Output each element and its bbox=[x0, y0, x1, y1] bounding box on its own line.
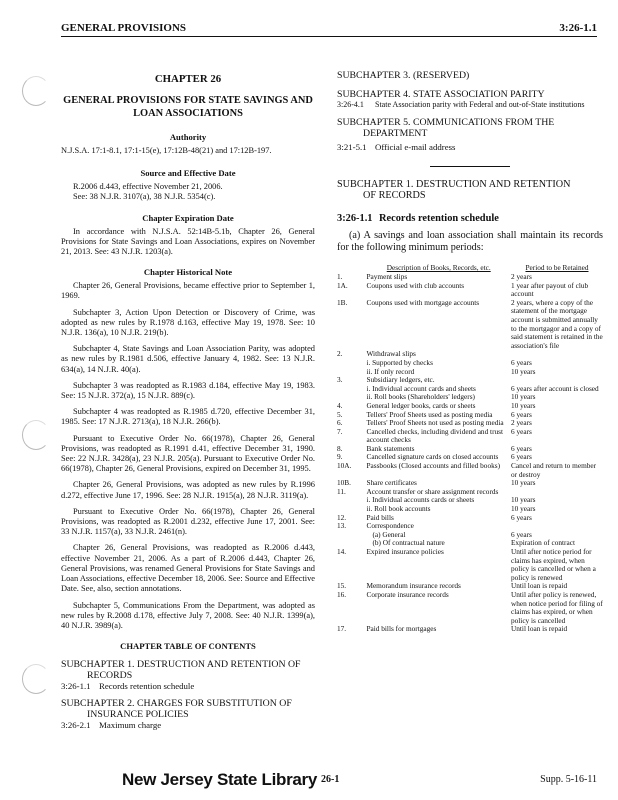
toc-entry-number: 3:21-5.1 bbox=[337, 142, 367, 153]
row-number: 10A. bbox=[337, 461, 352, 471]
library-logo: New Jersey State Library bbox=[122, 770, 318, 789]
source-see: See: 38 N.J.R. 3107(a), 38 N.J.R. 5354(c). bbox=[73, 192, 216, 202]
row-description: Cancelled signature cards on closed accounts bbox=[366, 452, 499, 462]
row-period: 6 years bbox=[510, 357, 532, 367]
row-description: (a) General bbox=[372, 529, 406, 539]
authority-text: N.J.S.A. 17:1-8.1, 17:1-15(e), 17:12B-48(21) and 17:12B-197. bbox=[61, 146, 272, 155]
source-text: R.2006 d.443, effective November 21, 2006. bbox=[73, 182, 223, 192]
expiration-text: In accordance with N.J.S.A. 52:14B-5.1b, Chapter 26, General Provisions for State Savings and Loan Associations, expires on November 21, 2013. See: 43 N.J.R. 1203(a). bbox=[61, 226, 315, 257]
column-header-period: Period to be Retained bbox=[525, 263, 589, 273]
history-paragraph: Subchapter 5, Communications From the Department, was adopted as new rules by R.2008 d.178, effective July 7, 2008. See: 40 N.J.R. 1399(a), 40 N.J.R. 3989(a). bbox=[61, 600, 315, 630]
chapter-title: GENERAL PROVISIONS FOR STATE SAVINGS AND LOAN ASSOCIATIONS bbox=[63, 95, 313, 119]
history-paragraph: Chapter 26, General Provisions, was readopted as R.2006 d.443, effective November 21, 2006. As a part of R.2006 d.443, Chapter 26, General Provisions, was renamed General Provisions for State Savings and Loan Associations, effective December 18, 2006. See: Source and Effective Date. See, also, section annotations. bbox=[61, 543, 315, 594]
toc-subchapter-heading-cont: INSURANCE POLICIES bbox=[87, 709, 189, 721]
toc-entry[interactable] bbox=[337, 100, 603, 109]
toc-entry-title: Official e-mail address bbox=[375, 142, 456, 153]
toc-entry-number: 3:26-4.1 bbox=[337, 100, 364, 109]
row-description: Bank statements bbox=[366, 443, 415, 453]
toc-entry-title: Maximum charge bbox=[99, 720, 162, 731]
row-number: 8. bbox=[337, 443, 343, 453]
row-number: 14. bbox=[337, 547, 347, 556]
toc-entry[interactable] bbox=[61, 681, 315, 691]
row-period: 2 years bbox=[510, 418, 532, 428]
row-number: 12. bbox=[337, 512, 347, 522]
row-period: 6 years bbox=[510, 426, 532, 436]
row-period: 6 years bbox=[510, 529, 532, 539]
punch-hole-mark bbox=[22, 76, 50, 106]
row-description: ii. Roll books (Shareholders' ledgers) bbox=[366, 392, 475, 402]
row-period: Until after notice period for claims has expired, when policy is cancelled or when a policy is renewed bbox=[510, 547, 596, 582]
row-description: Withdrawal slips bbox=[366, 349, 416, 359]
toc-subchapter-heading: SUBCHAPTER 5. COMMUNICATIONS FROM THE bbox=[337, 117, 555, 129]
toc-subchapter-heading: SUBCHAPTER 1. DESTRUCTION AND RETENTION OF bbox=[61, 659, 301, 671]
history-paragraph: Chapter 26, General Provisions, was adopted as new rules by R.1996 d.272, effective June 17, 1996. See: 28 N.J.R. 1915(a), 28 N.J.R. 3119(a). bbox=[61, 480, 315, 500]
row-description: Account transfer or share assignment records bbox=[366, 486, 499, 496]
row-period: 2 years bbox=[510, 272, 532, 281]
row-period: 6 years bbox=[510, 512, 532, 522]
row-number: 17. bbox=[337, 624, 347, 634]
row-period: 1 year after payout of club account bbox=[510, 280, 589, 299]
row-number: 11. bbox=[337, 486, 346, 496]
row-period: 10 years bbox=[510, 495, 536, 505]
source-heading: Source and Effective Date bbox=[140, 168, 236, 179]
row-period: Until loan is repaid bbox=[510, 624, 568, 634]
row-period: 10 years bbox=[510, 478, 536, 488]
history-paragraph: Chapter 26, General Provisions, became effective prior to September 1, 1969. bbox=[61, 281, 315, 301]
row-description: Coupons used with mortgage accounts bbox=[366, 297, 480, 307]
table-row bbox=[337, 462, 603, 479]
row-period: 10 years bbox=[510, 366, 536, 376]
toc-subchapter-heading-cont: RECORDS bbox=[87, 670, 133, 682]
row-description: Memorandum insurance records bbox=[366, 581, 461, 591]
row-number: 1. bbox=[337, 272, 343, 281]
toc-entry[interactable] bbox=[61, 720, 315, 730]
row-number: 15. bbox=[337, 581, 347, 591]
row-period: 6 years after account is closed bbox=[510, 383, 599, 393]
row-description: Passbooks (Closed accounts and filled books) bbox=[366, 461, 501, 471]
row-number bbox=[337, 359, 366, 368]
toc-entry[interactable] bbox=[337, 142, 603, 152]
row-number: 4. bbox=[337, 400, 343, 410]
row-description: Correspondence bbox=[366, 521, 414, 531]
table-row bbox=[337, 282, 603, 299]
section-heading bbox=[337, 213, 603, 224]
row-period: Until after policy is renewed, when notice period for filing of claims has expired, or when policy is cancelled bbox=[510, 589, 603, 625]
row-period: 2 years, where a copy of the statement of the mortgage account is submitted annually to the mortgagor and a copy of said statement is retained in the association's file bbox=[510, 297, 603, 350]
table-row bbox=[337, 625, 603, 634]
row-period: 6 years bbox=[510, 443, 532, 453]
history-paragraph: Pursuant to Executive Order No. 66(1978), Chapter 26, General Provisions, was readopted as R.1991 d.41, effective December 31, 1990. See: 22 N.J.R. 3428(a), 23 N.J.R. 205(a). Pursuant to Executive Order No. 66(1978), Chapter 26, General Provisions, expired on December 31, 1995. bbox=[61, 433, 315, 474]
history-heading: Chapter Historical Note bbox=[143, 267, 233, 278]
supplement-date: Supp. 5-16-11 bbox=[540, 774, 597, 785]
row-description: Subsidiary ledgers, etc. bbox=[366, 375, 435, 385]
row-number: 16. bbox=[337, 589, 347, 599]
section-number: 3:26-1.1 bbox=[337, 213, 373, 225]
table-row bbox=[337, 428, 603, 445]
running-header bbox=[61, 22, 597, 37]
chapter-label: CHAPTER 26 bbox=[154, 73, 222, 85]
left-column bbox=[61, 70, 315, 730]
section-title: Records retention schedule bbox=[379, 213, 499, 225]
row-description: (b) Of contractual nature bbox=[372, 538, 445, 548]
row-period: Expiration of contract bbox=[510, 538, 575, 548]
row-period: 10 years bbox=[510, 400, 536, 410]
row-number: 13. bbox=[337, 521, 347, 531]
row-description: i. Individual account cards and sheets bbox=[366, 383, 476, 393]
row-description: Cancelled checks, including dividend and trust account checks bbox=[366, 426, 504, 445]
row-description: Coupons used with club accounts bbox=[366, 280, 465, 290]
subchapter-heading-cont: OF RECORDS bbox=[363, 190, 426, 202]
retention-table bbox=[337, 264, 603, 634]
row-number: 1A. bbox=[337, 280, 348, 290]
row-description: ii. If only record bbox=[366, 366, 415, 376]
toc-subchapter-heading-cont: DEPARTMENT bbox=[363, 128, 428, 140]
row-number bbox=[337, 496, 366, 505]
row-period: 10 years bbox=[510, 392, 536, 402]
history-paragraph: Subchapter 3, Action Upon Detection or Discovery of Crime, was adopted as new rules by R.1978 d.163, effective May 19, 1978. See: 10 N.J.R. 136(a), 10 N.J.R. 219(b). bbox=[61, 307, 315, 338]
toc-subchapter-heading: SUBCHAPTER 2. CHARGES FOR SUBSTITUTION OF bbox=[61, 698, 292, 710]
row-number: 5. bbox=[337, 409, 343, 419]
row-period: 10 years bbox=[510, 504, 536, 514]
page-number: 26-1 bbox=[321, 774, 340, 785]
row-period: Cancel and return to member or destroy bbox=[510, 461, 597, 479]
column-header-description: Description of Books, Records, etc. bbox=[386, 263, 491, 273]
row-number: 2. bbox=[337, 349, 343, 359]
subchapter-heading: SUBCHAPTER 1. DESTRUCTION AND RETENTION bbox=[337, 179, 571, 191]
authority-heading: Authority bbox=[169, 132, 207, 142]
expiration-heading: Chapter Expiration Date bbox=[142, 212, 234, 223]
row-number: 10B. bbox=[337, 478, 351, 488]
punch-hole-mark bbox=[22, 420, 50, 450]
row-number bbox=[337, 385, 366, 394]
history-paragraph: Subchapter 4 was readopted as R.1985 d.720, effective December 31, 1985. See: 17 N.J.R. 2713(a), 18 N.J.R. 266(b). bbox=[61, 407, 315, 427]
toc-subchapter-heading: SUBCHAPTER 3. (RESERVED) bbox=[337, 70, 470, 81]
right-column bbox=[337, 70, 603, 634]
row-description: i. Individual accounts cards or sheets bbox=[366, 495, 475, 505]
toc-entry-number: 3:26-1.1 bbox=[61, 681, 91, 692]
row-period: Until loan is repaid bbox=[510, 581, 568, 591]
row-number: 6. bbox=[337, 418, 343, 428]
row-description: Corporate insurance records bbox=[366, 589, 449, 599]
toc-entry-title: State Association parity with Federal and out-of-State institutions bbox=[375, 100, 585, 109]
table-row bbox=[337, 548, 603, 582]
row-description: i. Supported by checks bbox=[366, 357, 433, 367]
history-paragraph: Subchapter 3 was readopted as R.1983 d.184, effective May 19, 1983. See: 15 N.J.R. 372(a), 15 N.J.R. 889(c). bbox=[61, 380, 315, 401]
page-footer bbox=[61, 770, 597, 790]
row-description: Payment slips bbox=[366, 272, 408, 281]
row-description: Expired insurance policies bbox=[366, 547, 444, 556]
toc-heading: CHAPTER TABLE OF CONTENTS bbox=[120, 641, 256, 652]
row-number: 9. bbox=[337, 452, 343, 462]
punch-hole-mark bbox=[22, 664, 50, 694]
section-divider bbox=[430, 166, 510, 167]
toc-subchapter-heading: SUBCHAPTER 4. STATE ASSOCIATION PARITY bbox=[337, 89, 545, 100]
row-number: 3. bbox=[337, 375, 343, 385]
row-description: ii. Roll book accounts bbox=[366, 504, 431, 514]
toc-entry-number: 3:26-2.1 bbox=[61, 720, 91, 731]
row-description: Share certificates bbox=[366, 478, 417, 488]
row-description: Paid bills bbox=[366, 512, 394, 522]
table-row bbox=[337, 591, 603, 625]
retention-table-body bbox=[337, 273, 603, 634]
row-period: 6 years bbox=[510, 452, 532, 462]
row-description: Tellers' Proof Sheets used as posting media bbox=[366, 409, 493, 419]
row-description: Tellers' Proof Sheets not used as posting media bbox=[366, 418, 504, 428]
row-period: 6 years bbox=[510, 409, 532, 419]
section-intro: (a) A savings and loan association shall maintain its records for the following minimum periods: bbox=[337, 230, 603, 254]
row-number bbox=[337, 531, 366, 540]
row-number: 1B. bbox=[337, 297, 348, 307]
header-left: GENERAL PROVISIONS bbox=[61, 22, 187, 34]
header-right: 3:26-1.1 bbox=[559, 22, 597, 34]
row-description: Paid bills for mortgages bbox=[366, 624, 437, 634]
toc-entry-title: Records retention schedule bbox=[99, 681, 195, 692]
row-description: General ledger books, cards or sheets bbox=[366, 400, 476, 410]
row-number: 7. bbox=[337, 426, 343, 436]
table-row bbox=[337, 299, 603, 351]
history-paragraph: Subchapter 4, State Savings and Loan Association Parity, was adopted as new rules by R.1981 d.506, effective January 4, 1982. See: 13 N.J.R. 634(a), 14 N.J.R. 40(a). bbox=[61, 344, 315, 374]
history-paragraph: Pursuant to Executive Order No. 66(1978), Chapter 26, General Provisions, was readopted as R.2001 d.232, effective June 17, 2001. See: 33 N.J.R. 1157(a), 33 N.J.R. 2461(n). bbox=[61, 506, 315, 537]
